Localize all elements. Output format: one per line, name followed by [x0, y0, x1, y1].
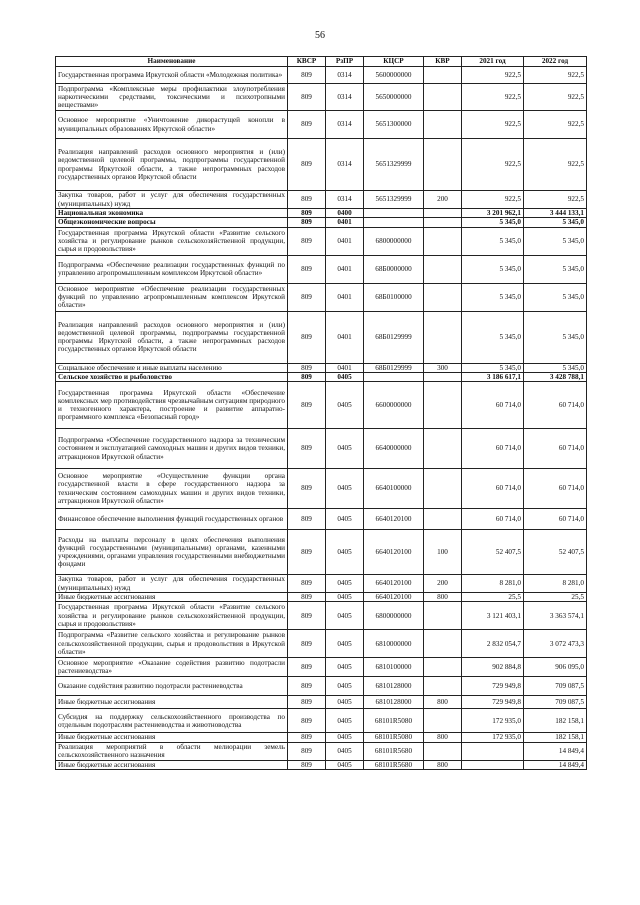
cell-2022: 3 363 574,1: [524, 602, 587, 630]
cell-kvsr: 809: [288, 227, 326, 255]
cell-rzpr: 0405: [326, 509, 364, 530]
table-row: [56, 602, 587, 630]
cell-name: Реализация мероприятий в области мелиорации земель сельскохозяйственного назначения: [56, 742, 288, 760]
cell-kvr: [424, 469, 462, 509]
cell-kvr: [424, 209, 462, 218]
cell-2022: 182 158,1: [524, 709, 587, 733]
cell-name: Основное мероприятие «Осуществление функции органа государственной власти в сфере государственного надзора за техническим состоянием самоходных машин и других видов техники, аттракционов Иркутской области»: [56, 469, 288, 509]
cell-kcsr: 6600000000: [364, 382, 424, 429]
cell-2021: 922,5: [462, 67, 524, 84]
cell-2021: [462, 760, 524, 769]
cell-kvsr: 809: [288, 209, 326, 218]
cell-kvr: [424, 283, 462, 311]
cell-kvr: 800: [424, 733, 462, 742]
cell-name: Реализация направлений расходов основного мероприятия и (или) ведомственной целевой программы, подпрограммы государственной программы Иркутской области, а также непрограммных расходов государственных органов Иркутской области: [56, 139, 288, 191]
cell-kcsr: 6640120100: [364, 509, 424, 530]
table-row: [56, 509, 587, 530]
cell-kvsr: 809: [288, 429, 326, 469]
cell-name: Закупка товаров, работ и услуг для обеспечения государственных (муниципальных) нужд: [56, 575, 288, 593]
cell-kcsr: 5651300000: [364, 111, 424, 139]
cell-rzpr: 0314: [326, 191, 364, 209]
cell-2022: 3 444 133,1: [524, 209, 587, 218]
cell-kvr: [424, 255, 462, 283]
cell-2021: 5 345,0: [462, 255, 524, 283]
cell-name: Общеэкономические вопросы: [56, 218, 288, 227]
cell-name: Сельское хозяйство и рыболовство: [56, 372, 288, 381]
cell-rzpr: 0405: [326, 602, 364, 630]
cell-2021: 922,5: [462, 84, 524, 111]
table-row: [56, 191, 587, 209]
cell-2021: 25,5: [462, 593, 524, 602]
cell-2022: 5 345,0: [524, 311, 587, 363]
cell-name: Государственная программа Иркутской области «Развитие сельского хозяйства и регулирование рынков сельскохозяйственной продукции, сырья и продовольствия»: [56, 227, 288, 255]
cell-2022: 60 714,0: [524, 509, 587, 530]
cell-kvr: 800: [424, 593, 462, 602]
cell-kvsr: 809: [288, 469, 326, 509]
table-row: [56, 742, 587, 760]
table-row: [56, 111, 587, 139]
cell-name: Закупка товаров, работ и услуг для обеспечения государственных (муниципальных) нужд: [56, 191, 288, 209]
table-row: [56, 218, 587, 227]
table-row: [56, 209, 587, 218]
table-row: [56, 733, 587, 742]
cell-kcsr: [364, 209, 424, 218]
cell-kvsr: 809: [288, 255, 326, 283]
cell-2022: 5 345,0: [524, 227, 587, 255]
cell-kvsr: 809: [288, 111, 326, 139]
cell-rzpr: 0401: [326, 363, 364, 372]
cell-2021: 8 281,0: [462, 575, 524, 593]
cell-kvr: [424, 372, 462, 381]
table-row: [56, 696, 587, 709]
table-row: [56, 429, 587, 469]
header-kvsr: КВСР: [288, 57, 326, 67]
header-kvr: КВР: [424, 57, 462, 67]
cell-2021: 2 832 054,7: [462, 630, 524, 658]
cell-kcsr: 68Б0129999: [364, 363, 424, 372]
cell-name: Реализация направлений расходов основного мероприятия и (или) ведомственной целевой программы, подпрограммы государственной программы Иркутской области, а также непрограммных расходов государственных органов Иркутской области: [56, 311, 288, 363]
cell-kcsr: 6640100000: [364, 469, 424, 509]
cell-kcsr: 6800000000: [364, 602, 424, 630]
cell-2022: 922,5: [524, 111, 587, 139]
cell-2021: 5 345,0: [462, 363, 524, 372]
cell-2021: 5 345,0: [462, 227, 524, 255]
cell-kvr: [424, 227, 462, 255]
cell-kcsr: 68101R5080: [364, 709, 424, 733]
header-2021: 2021 год: [462, 57, 524, 67]
cell-rzpr: 0405: [326, 382, 364, 429]
cell-kcsr: 5600000000: [364, 67, 424, 84]
cell-2022: 8 281,0: [524, 575, 587, 593]
table-row: [56, 382, 587, 429]
budget-table: [55, 56, 587, 770]
cell-rzpr: 0405: [326, 733, 364, 742]
cell-2021: 52 407,5: [462, 530, 524, 575]
cell-2021: 729 949,8: [462, 677, 524, 696]
cell-kvsr: 809: [288, 283, 326, 311]
cell-name: Иные бюджетные ассигнования: [56, 696, 288, 709]
cell-2021: 3 186 617,1: [462, 372, 524, 381]
cell-name: Подпрограмма «Обеспечение государственного надзора за техническим состоянием и эксплуатацией самоходных машин и других видов техники, аттракционов Иркутской области»: [56, 429, 288, 469]
cell-kvsr: 809: [288, 311, 326, 363]
cell-rzpr: 0400: [326, 209, 364, 218]
cell-2021: 5 345,0: [462, 283, 524, 311]
cell-rzpr: 0405: [326, 760, 364, 769]
cell-kcsr: 6810128000: [364, 696, 424, 709]
cell-2021: 60 714,0: [462, 509, 524, 530]
cell-kvr: [424, 111, 462, 139]
cell-kcsr: 6810100000: [364, 658, 424, 677]
cell-2022: 14 849,4: [524, 760, 587, 769]
cell-kvr: 100: [424, 530, 462, 575]
cell-kcsr: [364, 372, 424, 381]
cell-2021: 729 949,8: [462, 696, 524, 709]
cell-rzpr: 0405: [326, 469, 364, 509]
cell-2021: [462, 742, 524, 760]
table-row: [56, 227, 587, 255]
cell-name: Подпрограмма «Развитие сельского хозяйства и регулирование рынков сельскохозяйственной продукции, сырья и продовольствия в Иркутской области»: [56, 630, 288, 658]
cell-2021: 60 714,0: [462, 469, 524, 509]
cell-2022: 60 714,0: [524, 429, 587, 469]
cell-kvsr: 809: [288, 630, 326, 658]
cell-kvsr: 809: [288, 67, 326, 84]
table-row: [56, 760, 587, 769]
cell-kvsr: 809: [288, 139, 326, 191]
cell-kvr: [424, 677, 462, 696]
table-row: [56, 67, 587, 84]
cell-name: Финансовое обеспечение выполнения функций государственных органов: [56, 509, 288, 530]
table-row: [56, 709, 587, 733]
table-row: [56, 311, 587, 363]
cell-2022: 60 714,0: [524, 469, 587, 509]
cell-kvsr: 809: [288, 509, 326, 530]
cell-2021: 922,5: [462, 111, 524, 139]
cell-kvr: 300: [424, 363, 462, 372]
cell-rzpr: 0405: [326, 696, 364, 709]
cell-kcsr: 68101R5080: [364, 733, 424, 742]
cell-rzpr: 0405: [326, 630, 364, 658]
table-header-row: [56, 57, 587, 67]
cell-rzpr: 0405: [326, 658, 364, 677]
cell-name: Национальная экономика: [56, 209, 288, 218]
cell-kvr: [424, 630, 462, 658]
cell-rzpr: 0401: [326, 255, 364, 283]
table-row: [56, 255, 587, 283]
table-row: [56, 575, 587, 593]
cell-kcsr: 68Б0100000: [364, 283, 424, 311]
cell-2021: 172 935,0: [462, 733, 524, 742]
cell-rzpr: 0405: [326, 530, 364, 575]
table-row: [56, 363, 587, 372]
cell-rzpr: 0314: [326, 139, 364, 191]
cell-rzpr: 0405: [326, 575, 364, 593]
cell-rzpr: 0405: [326, 709, 364, 733]
cell-kcsr: 5651329999: [364, 139, 424, 191]
cell-kvr: [424, 709, 462, 733]
cell-2022: 709 087,5: [524, 677, 587, 696]
cell-name: Государственная программа Иркутской области «Обеспечение комплексных мер противодействия чрезвычайным ситуациям природного и техногенного характера, построение и развитие аппаратно-программного комплекса «Безопасный город»: [56, 382, 288, 429]
cell-kvsr: 809: [288, 602, 326, 630]
cell-2022: 5 345,0: [524, 283, 587, 311]
cell-kcsr: 6640120100: [364, 575, 424, 593]
cell-kvr: [424, 218, 462, 227]
cell-2021: 902 884,8: [462, 658, 524, 677]
cell-name: Подпрограмма «Комплексные меры профилактики злоупотребления наркотическими средствами, токсическими и психотропными веществами»: [56, 84, 288, 111]
cell-rzpr: 0401: [326, 311, 364, 363]
cell-rzpr: 0405: [326, 429, 364, 469]
cell-kvr: [424, 382, 462, 429]
cell-name: Субсидия на поддержку сельскохозяйственного производства по отдельным подотраслям растениеводства и животноводства: [56, 709, 288, 733]
cell-2022: 709 087,5: [524, 696, 587, 709]
page-number: 56: [315, 30, 325, 41]
cell-2021: 5 345,0: [462, 311, 524, 363]
cell-2021: 922,5: [462, 191, 524, 209]
cell-rzpr: 0401: [326, 227, 364, 255]
table-row: [56, 84, 587, 111]
cell-2021: 172 935,0: [462, 709, 524, 733]
cell-kvr: 200: [424, 191, 462, 209]
cell-2022: 60 714,0: [524, 382, 587, 429]
cell-2022: 5 345,0: [524, 218, 587, 227]
cell-2021: 60 714,0: [462, 429, 524, 469]
cell-name: Социальное обеспечение и иные выплаты населению: [56, 363, 288, 372]
table-row: [56, 530, 587, 575]
cell-kvsr: 809: [288, 363, 326, 372]
cell-rzpr: 0405: [326, 677, 364, 696]
cell-kvr: [424, 429, 462, 469]
cell-2021: 3 121 403,1: [462, 602, 524, 630]
table-row: [56, 469, 587, 509]
cell-kvr: [424, 311, 462, 363]
cell-name: Государственная программа Иркутской области «Молодежная политика»: [56, 67, 288, 84]
table-row: [56, 630, 587, 658]
cell-rzpr: 0401: [326, 218, 364, 227]
cell-kcsr: 68Б0000000: [364, 255, 424, 283]
cell-rzpr: 0405: [326, 742, 364, 760]
cell-kcsr: 5650000000: [364, 84, 424, 111]
cell-2022: 14 849,4: [524, 742, 587, 760]
cell-kvsr: 809: [288, 372, 326, 381]
cell-rzpr: 0314: [326, 111, 364, 139]
cell-name: Расходы на выплаты персоналу в целях обеспечения выполнения функций государственными (муниципальными) органами, казенными учреждениями, органами управления государственными внебюджетными фондами: [56, 530, 288, 575]
cell-kvsr: 809: [288, 733, 326, 742]
cell-kvsr: 809: [288, 593, 326, 602]
cell-kvsr: 809: [288, 696, 326, 709]
cell-kvsr: 809: [288, 382, 326, 429]
cell-kvsr: 809: [288, 677, 326, 696]
cell-name: Государственная программа Иркутской области «Развитие сельского хозяйства и регулирование рынков сельскохозяйственной продукции, сырья и продовольствия»: [56, 602, 288, 630]
cell-name: Иные бюджетные ассигнования: [56, 760, 288, 769]
cell-2022: 52 407,5: [524, 530, 587, 575]
cell-kcsr: 68101R5680: [364, 760, 424, 769]
cell-kvr: [424, 67, 462, 84]
cell-kvsr: 809: [288, 575, 326, 593]
header-name: Наименование: [56, 57, 288, 67]
cell-kcsr: 5651329999: [364, 191, 424, 209]
cell-2021: 60 714,0: [462, 382, 524, 429]
cell-kcsr: 6810000000: [364, 630, 424, 658]
cell-kvsr: 809: [288, 760, 326, 769]
cell-kvr: 800: [424, 696, 462, 709]
cell-2021: 5 345,0: [462, 218, 524, 227]
cell-kvr: [424, 509, 462, 530]
cell-rzpr: 0405: [326, 593, 364, 602]
cell-2022: 182 158,1: [524, 733, 587, 742]
cell-2022: 922,5: [524, 67, 587, 84]
cell-kvsr: 809: [288, 191, 326, 209]
cell-name: Основное мероприятие «Уничтожение дикорастущей конопли в муниципальных образованиях Иркутской области»: [56, 111, 288, 139]
cell-name: Иные бюджетные ассигнования: [56, 593, 288, 602]
cell-kcsr: 6640120100: [364, 530, 424, 575]
cell-rzpr: 0401: [326, 283, 364, 311]
cell-kvsr: 809: [288, 709, 326, 733]
cell-name: Иные бюджетные ассигнования: [56, 733, 288, 742]
cell-rzpr: 0405: [326, 372, 364, 381]
header-kcsr: КЦСР: [364, 57, 424, 67]
cell-2022: 922,5: [524, 191, 587, 209]
cell-kcsr: 6810128000: [364, 677, 424, 696]
cell-kvsr: 809: [288, 84, 326, 111]
cell-kvsr: 809: [288, 742, 326, 760]
cell-kvr: [424, 84, 462, 111]
cell-kvsr: 809: [288, 218, 326, 227]
cell-kvsr: 809: [288, 530, 326, 575]
cell-name: Основное мероприятие «Обеспечение реализации государственных функций по управлению агропромышленным комплексом Иркутской области»: [56, 283, 288, 311]
table-row: [56, 139, 587, 191]
cell-2021: 3 201 962,1: [462, 209, 524, 218]
cell-2022: 5 345,0: [524, 255, 587, 283]
cell-kvr: 800: [424, 760, 462, 769]
cell-2022: 922,5: [524, 139, 587, 191]
cell-kcsr: 6800000000: [364, 227, 424, 255]
cell-2022: 3 072 473,3: [524, 630, 587, 658]
cell-name: Основное мероприятие «Оказание содействия развитию подотрасли растениеводства»: [56, 658, 288, 677]
cell-kvr: [424, 602, 462, 630]
cell-2022: 25,5: [524, 593, 587, 602]
cell-name: Подпрограмма «Обеспечение реализации государственных функций по управлению агропромышленным комплексом Иркутской области»: [56, 255, 288, 283]
header-rzpr: РзПР: [326, 57, 364, 67]
cell-2022: 922,5: [524, 84, 587, 111]
cell-kvr: [424, 139, 462, 191]
table-row: [56, 658, 587, 677]
cell-kcsr: 68Б0129999: [364, 311, 424, 363]
table-row: [56, 677, 587, 696]
table-row: [56, 283, 587, 311]
cell-kvr: 200: [424, 575, 462, 593]
cell-kcsr: 68101R5680: [364, 742, 424, 760]
table-row: [56, 372, 587, 381]
cell-kcsr: 6640000000: [364, 429, 424, 469]
cell-2022: 3 428 788,1: [524, 372, 587, 381]
header-2022: 2022 год: [524, 57, 587, 67]
cell-2022: 5 345,0: [524, 363, 587, 372]
cell-rzpr: 0314: [326, 67, 364, 84]
cell-kvr: [424, 658, 462, 677]
cell-kvr: [424, 742, 462, 760]
cell-2021: 922,5: [462, 139, 524, 191]
cell-2022: 906 095,0: [524, 658, 587, 677]
cell-name: Оказание содействия развитию подотрасли растениеводства: [56, 677, 288, 696]
cell-kcsr: 6640120100: [364, 593, 424, 602]
cell-kvsr: 809: [288, 658, 326, 677]
cell-rzpr: 0314: [326, 84, 364, 111]
cell-kcsr: [364, 218, 424, 227]
table-body: [56, 67, 587, 770]
table-row: [56, 593, 587, 602]
